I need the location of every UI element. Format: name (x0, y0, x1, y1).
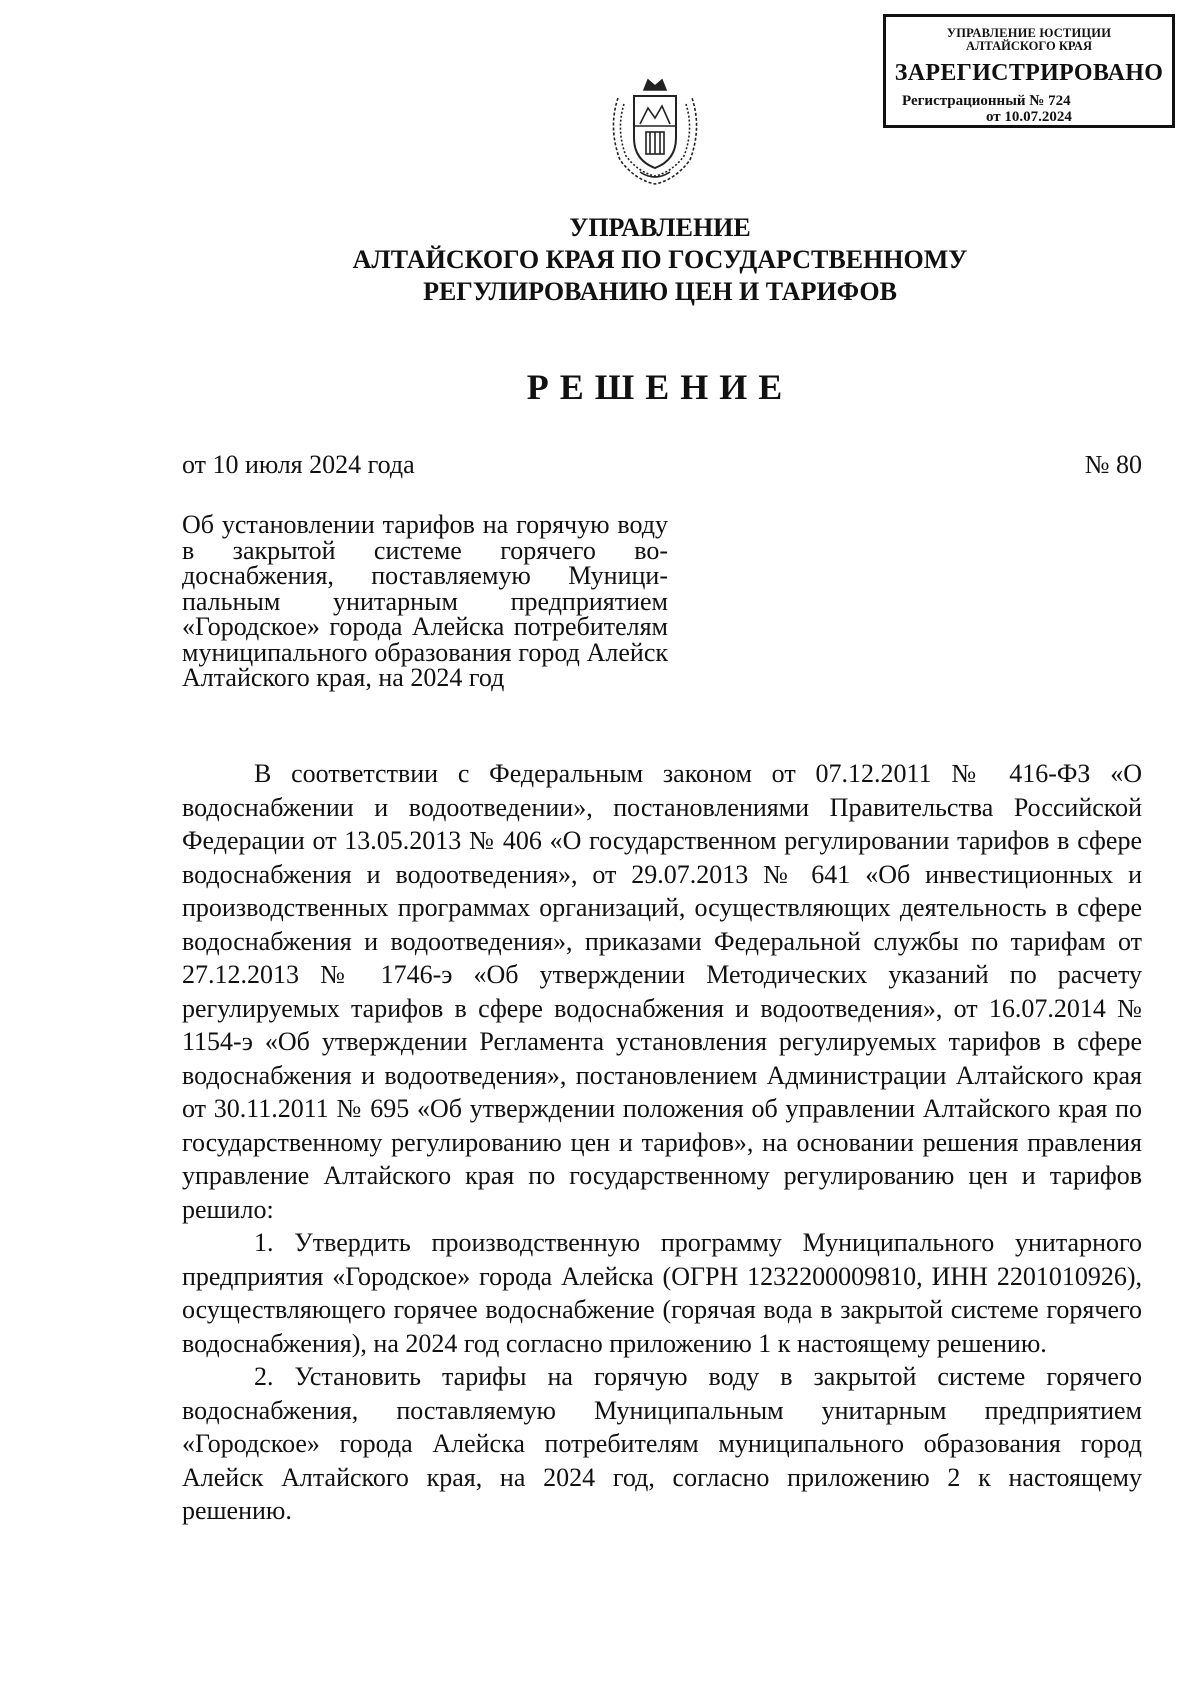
registration-stamp (883, 14, 1175, 128)
coat-of-arms-icon (600, 68, 710, 188)
org-line1: УПРАВЛЕНИЕ (569, 213, 751, 242)
stamp-title: ЗАРЕГИСТРИРОВАНО (894, 60, 1164, 86)
stamp-authority-line2: АЛТАЙСКОГО КРАЯ (966, 39, 1092, 53)
organization-name (0, 212, 1200, 308)
org-line3: РЕГУЛИРОВАНИЮ ЦЕН И ТАРИФОВ (423, 277, 897, 306)
document-number: № 80 (1084, 450, 1142, 479)
document-subject: Об установлении тарифов на горячую воду в закрытой системе горячего водоснабжения, поставляемую Муниципальным унитарным предприятием «Городское» города Алейска потребителям муниципального образования город Алейск Алтайского края, на 2024 год (182, 510, 668, 692)
document-date: от 10 июля 2024 года (182, 450, 415, 479)
document-type: РЕШЕНИЕ (526, 367, 794, 407)
document-body (182, 757, 1142, 1528)
stamp-reg-date: от 10.07.2024 (986, 109, 1072, 125)
stamp-authority-line1: УПРАВЛЕНИЕ ЮСТИЦИИ (946, 26, 1112, 40)
item-2-paragraph: 2. Установить тарифы на горячую воду в закрытой системе горячего водоснабжения, поставляемую Муниципальным унитарным предприятием «Городское» города Алейска потребителям муниципального образования город Алейск Алтайского края, на 2024 год, согласно приложению 2 к настоящему решению. (182, 1362, 1142, 1525)
preamble-paragraph: В соответствии с Федеральным законом от 07.12.2011 № 416-ФЗ «О водоснабжении и водоотведении», постановлениями Правительства Российской Федерации от 13.05.2013 № 406 «О государственном регулировании тарифов в сфере водоснабжения и водоотведения», от 29.07.2013 № 641 «Об инвестиционных и производственных программах организаций, осуществляющих деятельность в сфере водоснабжения и водоотведения», приказами Федеральной службы по тарифам от 27.12.2013 № 1746-э «Об утверждении Методических указаний по расчету регулируемых тарифов в сфере водоснабжения и водоотведения», от 16.07.2014 № 1154-э «Об утверждении Регламента установления регулируемых тарифов в сфере водоснабжения и водоотведения», постановлением Администрации Алтайского края от 30.11.2011 № 695 «Об утверждении положения об управлении Алтайского края по государственному регулированию цен и тарифов», на основании решения правления управление Алтайского края по государственному регулированию цен и тарифов решило: (182, 759, 1142, 1224)
stamp-reg-number: Регистрационный № 724 (902, 93, 1071, 109)
item-1-paragraph: 1. Утвердить производственную программу Муниципального унитарного предприятия «Городское» города Алейска (ОГРН 1232200009810, ИНН 2201010926), осуществляющего горячее водоснабжение (горячая вода в закрытой системе горячего водоснабжения), на 2024 год согласно приложению 1 к настоящему решению. (182, 1228, 1142, 1358)
org-line2: АЛТАЙСКОГО КРАЯ ПО ГОСУДАРСТВЕННОМУ (352, 245, 968, 274)
